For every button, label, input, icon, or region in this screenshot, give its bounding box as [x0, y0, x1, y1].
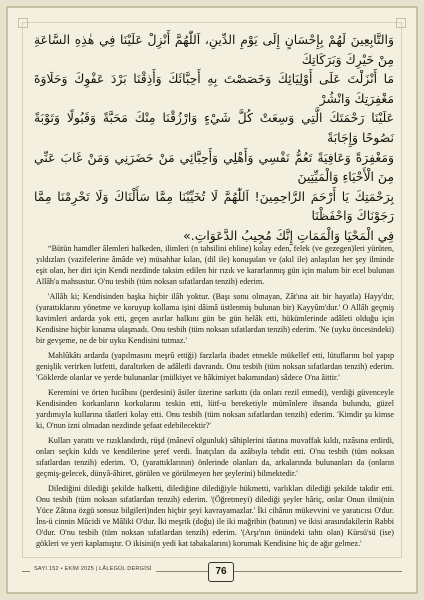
arabic-prayer-text [34, 30, 394, 246]
arabic-line: فِي الْمَحْيَا وَالْمَمَاتِ إِنَّكَ مُجِيبُ الدَّعَوَاتِ.» [183, 227, 394, 243]
arabic-line: وَالتَّابِعِينَ لَهُمْ بِإِحْسَانٍ إِلَى يَوْمِ الدِّينِ، اَللّٰهُمَّ أَنْزِلْ عَلَيْنَا فِي هٰذِهِ السَّاعَةِ مِنْ خَيْرِكَ وَبَرَكَاتِكَ [34, 32, 394, 67]
arabic-line: بِرَحْمَتِكَ يَا أَرْحَمَ الرَّاحِمِينَ! اَللّٰهُمَّ لَا تُخَيِّبْنَا مِمَّا سَأَلْنَاكَ وَلَا تَحْرِمْنَا مِمَّا رَجَوْنَاكَ وَاحْفَظْنَا [34, 188, 394, 224]
arabic-line: مَا أَنْزَلْتَ عَلَى أَوْلِيَائِكَ وَخَصَصْتَ بِهِ أَحِبَّائَكَ وَأَذِقْنَا بَرْدَ عَفْوِكَ وَحَلَاوَةَ مَغْفِرَتِكَ وَانْشُرْ [34, 71, 394, 106]
translation-paragraph: Keremini ve örten hıcâbını (perdesini) âsiler üzerine sarkıttı (da onları rezil etmedi), verdiği güvenceyle Kendisinden korkanların korkularını teskin etti, lütf-u bereketiyle mümînlere ihsanda bulundu, güzel yardımıyla kullarına tâatleri kolay etti. Onu tesbih (tüm noksan sıfatlardan tenzih) ederim. 'Kimdir şu kimse ki, O'nun izni olmadan nezdinde şefaat edebilecektir?' [36, 387, 394, 431]
translation-paragraph: 'Allâh ki; Kendisinden başka hiçbir ilâh yoktur. (Başı sonu olmayan, Zât'ına ait bir hayatla) Hayy'dır, (yarattıklarını yönetme ve koruyup kollama işini dâimâ üstlenmiş bulunan bir) Kayyûm'dur.' O Allâh geçmiş kavimleri ardarda yok etti, geçen asırlar halkını gün be gün helâk etti, hükümlerinde adâleti olduğu için Kendisine hiçbir kınama ulaşmadı. Onu tesbih (tüm noksan sıfatlardan tenzih) ederim. 'Ne (uyku öncesindeki) bir gevşeme, ne de bir uyku Kendisini tutmaz.' [36, 291, 394, 346]
turkish-translation [36, 243, 394, 553]
corner-ornament [396, 18, 406, 28]
translation-paragraph: Kulları yarattı ve rızıklandırdı, rüşd (mânevî olgunluk) sâhiplerini tâatına muvaffak kıldı, rızâsına erdirdi, onları seçkin kıldı ve kendilerine şeref verdi. İnatçıları da azâbıyla tehdit etti. O'nu tesbih (tüm noksan sıfatlardan tenzih) ederim. 'O, (yarattıklarının) önlerinde olanları da, arkalarında bulunanları da (onların geçmiş-gelecek, dünyâ-âhiret, görülen ve görülmeyen her şeylerini) bilmektedir.' [36, 435, 394, 479]
document-page [6, 6, 418, 594]
arabic-line: عَلَيْنَا رَحْمَتَكَ الَّتِي وَسِعَتْ كُلَّ شَيْءٍ وَارْزُقْنَا مِنْكَ مَحَبَّةً وَقَبُولًا وَتَوْبَةً نَصُوحًا وَإِجَابَةً [34, 110, 394, 145]
arabic-line: وَمَغْفِرَةً وَعَافِيَةً تَعُمُّ نَفْسِي وَأَهْلِي وَأَحِبَّائِي مَنْ حَضَرَنِي وَمَنْ غَابَ عَنِّي مِنَ الْأَحْيَاءِ وَالْمَيِّتِينَ [34, 149, 394, 185]
issue-label: SAYI 152 • EKİM 2025 | LÂLEGÜL DERGİSİ [30, 566, 156, 572]
translation-paragraph: Dilediğini dilediği şekilde halketti, dilediğine dilediğiyle hükmetti, varlıkları dilediği şekilde takdir etti. Onu tesbih (tüm noksan sıfatlardan tenzih) ederim. '(Öğretmeyi) dilediği şeyler hâriç, onlar Onun ilmi(nin Yüce Zâtına özgü sonsuz bilgileri)nden hiçbir şeyi kavrayamazlar.' İki cihânın mükevvini ve yaratıcısı O'dur. İns-ü cinnin Mûcidi ve Mâliki O'dur. İki meşrik (doğu) ile iki mağribin (batının) ve ikisi arasındakilerin Rabbi O'dur. O'nu tesbih (tüm noksan sıfatlardan tenzih) ederim. '(Arşı'nın önündeki tahtı olan) Kürsü'sü (ise) gökleri ve yeri kaplamıştır. O ikisini(n yedi kat tabakalarını) korumak Kendisine hiç de ağır gelmez.' [36, 483, 394, 549]
page-number: 76 [208, 562, 234, 582]
translation-paragraph: Mahlûkâtı ardarda (yapılmasını meşrû ettiği) farzlarla ibadet etmekle mükellef etti, lütuflarını bol yapıp genişlik verirken lutfetti, daraltırken de adâletli davrandı. Onu tesbih (tüm noksan sıfatlardan tenzih) ederim. 'Göklerde olanlar ve yerde bulunanlar (mülkiyet ve hâkimiyet bakımından) sâdece O'na âittir.' [36, 351, 394, 383]
corner-ornament [18, 18, 28, 28]
translation-paragraph: “Bütün hamdler âlemleri halkeden, ilimleri (n tahsilini ehline) kolay eden, felek (ve gezegen)leri yürüten, yıldızları (vazifelerine âmâde ve) müsahhar kılan, (dil ile) konuşulan ve (akıl ile) anlaşılan her şey ilminde eşit olan, her diri için Kendi nezdinde taksim edilen bir rızık ve kararlanmış gün için malum bir ecel bulunan Allâh'a mahsustur. O'nu tesbih (tüm noksan sıfatlardan tenzih) ederim. [36, 244, 394, 287]
page-footer [22, 562, 402, 580]
